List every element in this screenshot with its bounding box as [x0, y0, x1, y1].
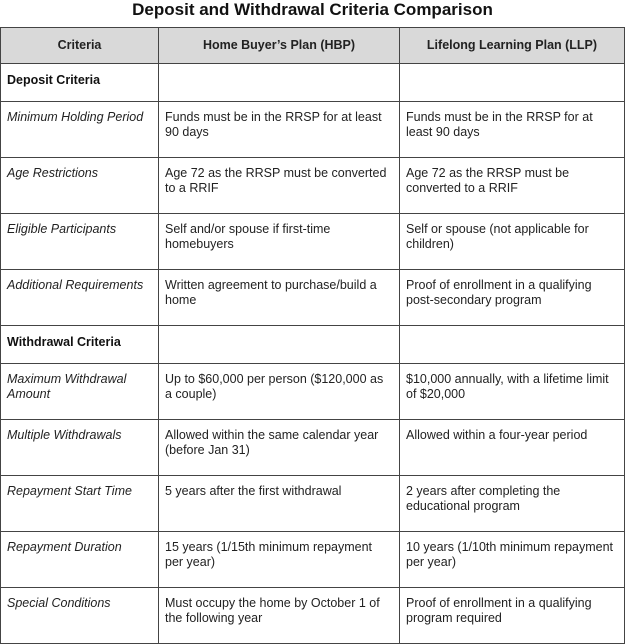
column-header-llp: Lifelong Learning Plan (LLP): [400, 28, 625, 64]
criteria-comparison-table: [0, 27, 625, 644]
section-row-withdrawal: [1, 326, 625, 364]
llp-cell: 2 years after completing the educational program: [400, 476, 625, 532]
empty-cell: [400, 326, 625, 364]
empty-cell: [159, 326, 400, 364]
criteria-cell: Special Conditions: [1, 588, 159, 644]
hbp-cell: Up to $60,000 per person ($120,000 as a couple): [159, 364, 400, 420]
hbp-cell: Funds must be in the RRSP for at least 90 days: [159, 102, 400, 158]
criteria-cell: Maximum Withdrawal Amount: [1, 364, 159, 420]
llp-cell: Allowed within a four-year period: [400, 420, 625, 476]
page-title: Deposit and Withdrawal Criteria Comparison: [132, 0, 493, 19]
header-row: [1, 28, 625, 64]
criteria-cell: Repayment Start Time: [1, 476, 159, 532]
table-row: [1, 420, 625, 476]
llp-cell: Self or spouse (not applicable for children): [400, 214, 625, 270]
criteria-cell: Minimum Holding Period: [1, 102, 159, 158]
criteria-cell: Repayment Duration: [1, 532, 159, 588]
section-row-deposit: [1, 64, 625, 102]
llp-cell: Age 72 as the RRSP must be converted to a RRIF: [400, 158, 625, 214]
hbp-cell: 15 years (1/15th minimum repayment per year): [159, 532, 400, 588]
llp-cell: $10,000 annually, with a lifetime limit of $20,000: [400, 364, 625, 420]
criteria-cell: Additional Requirements: [1, 270, 159, 326]
llp-cell: Funds must be in the RRSP for at least 90 days: [400, 102, 625, 158]
table-row: [1, 270, 625, 326]
column-header-hbp: Home Buyer’s Plan (HBP): [159, 28, 400, 64]
llp-cell: Proof of enrollment in a qualifying program required: [400, 588, 625, 644]
criteria-cell: Eligible Participants: [1, 214, 159, 270]
table-row: [1, 476, 625, 532]
criteria-cell: Age Restrictions: [1, 158, 159, 214]
table-row: [1, 364, 625, 420]
table-row: [1, 158, 625, 214]
empty-cell: [400, 64, 625, 102]
section-label-deposit: Deposit Criteria: [1, 64, 159, 102]
table-row: [1, 102, 625, 158]
llp-cell: Proof of enrollment in a qualifying post-secondary program: [400, 270, 625, 326]
table-row: [1, 214, 625, 270]
table-header: [1, 28, 625, 64]
table-row: [1, 532, 625, 588]
empty-cell: [159, 64, 400, 102]
llp-cell: 10 years (1/10th minimum repayment per year): [400, 532, 625, 588]
hbp-cell: 5 years after the first withdrawal: [159, 476, 400, 532]
table-body: [1, 64, 625, 644]
hbp-cell: Written agreement to purchase/build a home: [159, 270, 400, 326]
hbp-cell: Must occupy the home by October 1 of the following year: [159, 588, 400, 644]
column-header-criteria: Criteria: [1, 28, 159, 64]
criteria-cell: Multiple Withdrawals: [1, 420, 159, 476]
section-label-withdrawal: Withdrawal Criteria: [1, 326, 159, 364]
hbp-cell: Self and/or spouse if first-time homebuyers: [159, 214, 400, 270]
table-row: [1, 588, 625, 644]
hbp-cell: Allowed within the same calendar year (before Jan 31): [159, 420, 400, 476]
hbp-cell: Age 72 as the RRSP must be converted to a RRIF: [159, 158, 400, 214]
